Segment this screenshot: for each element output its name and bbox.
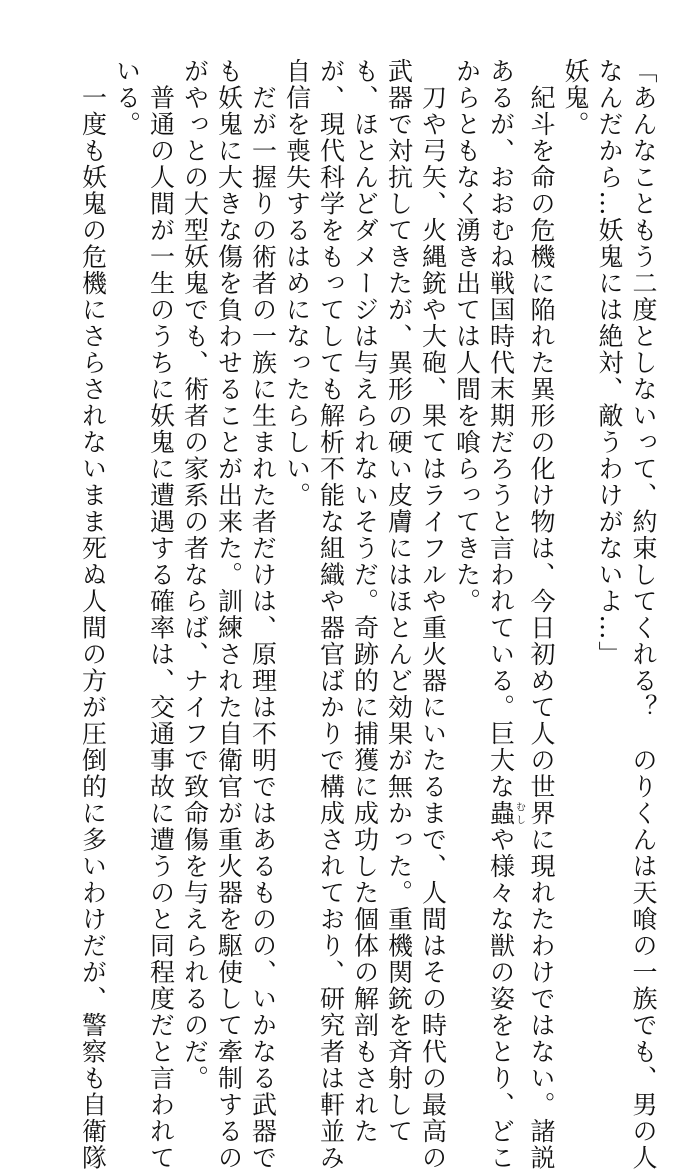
text-line: 紀斗を命の危機に陥れた異形の化け物は、今日初めて人の世界に現れたわけではない。諸説 bbox=[524, 58, 558, 958]
ruby-reading: むし bbox=[514, 800, 525, 827]
text-line: なんだから…妖鬼には絶対、敵うわけがないよ…」 bbox=[592, 58, 626, 958]
text-line: いる。 bbox=[110, 58, 144, 958]
ruby-base: 蟲 bbox=[487, 800, 516, 827]
text-line: も、ほとんどダメージは与えられないそうだ。奇跡的に捕獲に成功した個体の解剖もされた bbox=[348, 58, 382, 958]
text-line: 刀や弓矢、火縄銃や大砲、果てはライフルや重火器にいたるまで、人間はその時代の最高の bbox=[416, 58, 450, 958]
text-line: からともなく湧き出ては人間を喰らってきた。 bbox=[450, 58, 484, 958]
text-line: が、現代科学をもってしても解析不能な組織や器官ばかりで構成されており、研究者は軒並み bbox=[314, 58, 348, 958]
text-line: がやっとの大型妖鬼でも、術者の家系の者ならば、ナイフで致命傷を与えられるのだ。 bbox=[178, 58, 212, 958]
text-line: 妖鬼。 bbox=[558, 58, 592, 958]
text-line-with-ruby bbox=[484, 58, 525, 958]
vertical-text-body bbox=[20, 58, 660, 958]
text-line: 自信を喪失するはめになったらしい。 bbox=[280, 58, 314, 958]
text-line: も妖鬼に大きな傷を負わせることが出来た。訓練された自衛官が重火器を駆使して牽制するの bbox=[212, 58, 246, 958]
ruby-annotation bbox=[487, 800, 516, 827]
text-segment: あるが、おおむね戦国時代末期だろうと言われている。巨大な bbox=[487, 58, 516, 800]
text-line: だが一握りの術者の一族に生まれた者だけは、原理は不明ではあるものの、いかなる武器で bbox=[246, 58, 280, 958]
text-line: 「あんなこともう二度としないって、約束してくれる？ のりくんは天喰の一族でも、男の人 bbox=[626, 58, 660, 958]
text-line: 一度も妖鬼の危機にさらされないまま死ぬ人間の方が圧倒的に多いわけだが、警察も自衛隊 bbox=[76, 58, 110, 958]
text-segment: や様々な獣の姿をとり、どこ bbox=[487, 827, 516, 1171]
text-line: 普通の人間が一生のうちに妖鬼に遭遇する確率は、交通事故に遭うのと同程度だと言われて bbox=[144, 58, 178, 958]
text-line: 武器で対抗してきたが、異形の硬い皮膚にはほとんど効果が無かった。重機関銃を斉射して bbox=[382, 58, 416, 958]
